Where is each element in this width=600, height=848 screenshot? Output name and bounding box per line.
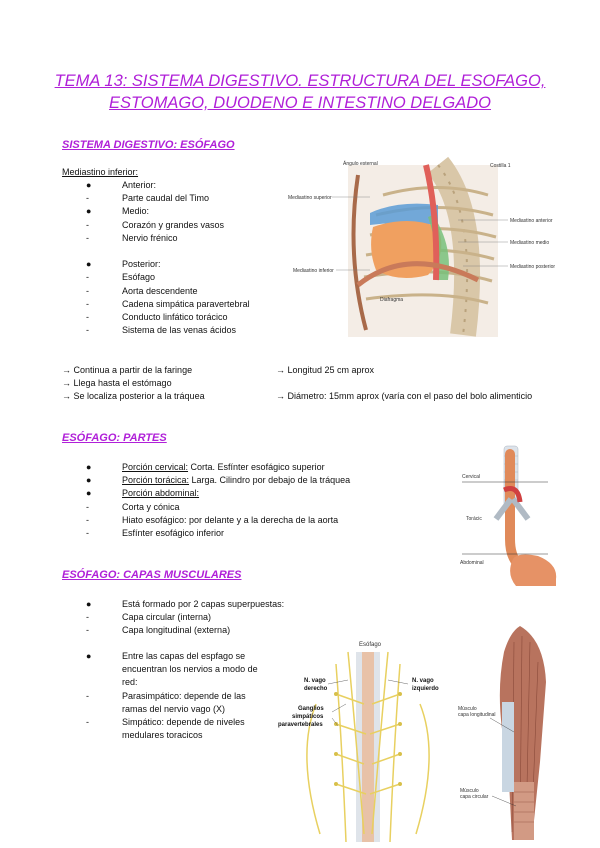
label-gang-3: paravertebrales — [278, 722, 323, 728]
label-angulo: Ángulo esternal — [343, 161, 378, 167]
section-heading-esofago: SISTEMA DIGESTIVO: ESÓFAGO — [62, 139, 235, 151]
title-line-1: TEMA 13: SISTEMA DIGESTIVO. ESTRUCTURA DEL ESOFAGO, — [54, 72, 546, 90]
list-item-text: Nervio frénico — [122, 232, 178, 243]
bullet: ● — [86, 488, 92, 499]
section-heading-capas: ESÓFAGO: CAPAS MUSCULARES — [62, 569, 242, 581]
label-vago-der-2: derecho — [304, 686, 328, 692]
bullet: - — [86, 716, 89, 727]
bullet: - — [86, 514, 89, 525]
label-vago-der-1: N. vago — [304, 678, 326, 684]
list-item-text: Corazón y grandes vasos — [122, 219, 225, 230]
label-gang-2: simpáticos — [292, 714, 324, 720]
list-item-text: Esófago — [122, 272, 156, 283]
bullet: - — [86, 285, 89, 296]
fact-right-1: → Longitud 25 cm aprox — [276, 365, 375, 375]
list-item-desc: Corta. Esfínter esofágico superior — [188, 462, 325, 472]
section-heading-partes: ESÓFAGO: PARTES — [62, 432, 167, 444]
label-vago-izq-2: izquierdo — [412, 686, 439, 692]
label-circ-2: capa circular — [460, 794, 489, 800]
mediastino-subheading: Mediastino inferior: — [62, 167, 139, 177]
label-circ-1: Músculo — [460, 788, 479, 794]
label-sup: Mediastino superior — [288, 195, 332, 201]
facts-right — [276, 364, 532, 404]
bullet: ● — [86, 259, 92, 270]
bullet: ● — [86, 475, 92, 486]
bullet: - — [86, 690, 89, 701]
label-long-2: capa longitudinal — [458, 712, 496, 718]
label-gang-1: Ganglios — [298, 706, 324, 712]
list-item-text: Cadena simpática paravertebral — [122, 298, 250, 309]
label-anterior: Mediastino anterior — [510, 218, 553, 224]
title-line-2: ESTOMAGO, DUODENO E INTESTINO DELGADO — [109, 94, 491, 112]
esophagus-parts-figure — [458, 444, 558, 586]
nerves-figure — [276, 634, 452, 844]
bullet: - — [86, 325, 89, 336]
list-item-text — [122, 461, 325, 474]
list-item-desc: Hiato esofágico: por delante y a la derecha de la aorta — [122, 514, 339, 525]
page-title — [40, 70, 560, 114]
list-item-text — [122, 501, 180, 514]
list-item-text — [122, 474, 350, 487]
list-item-desc: Corta y cónica — [122, 501, 180, 512]
bullet: - — [86, 272, 89, 283]
bullet: ● — [86, 599, 92, 609]
list-item-desc: Larga. Cilindro por debajo de la tráquea — [189, 475, 351, 486]
list-item-desc: Esfínter esofágico inferior — [122, 527, 225, 538]
label-esofago: Esófago — [359, 642, 382, 648]
list-item-text: Parte caudal del Timo — [122, 193, 210, 204]
bullet: ● — [86, 206, 92, 217]
fact-right-2 — [276, 377, 532, 390]
label-costilla: Costilla 1 — [490, 163, 511, 169]
list-item-label: Porción torácica: — [122, 475, 190, 486]
bullet: - — [86, 527, 89, 538]
fact-right-3: → Diámetro: 15mm aprox (varía con el paso del bolo alimenticio — [276, 391, 533, 402]
facts-left — [62, 364, 205, 404]
list-item-text: Parasimpático: depende de las — [122, 690, 246, 701]
list-item-text — [122, 527, 224, 540]
label-medio: Mediastino medio — [510, 240, 550, 246]
label-abdominal: Abdominal — [460, 560, 484, 566]
list-item-text: Está formado por 2 capas superpuestas: — [122, 599, 285, 609]
label-diafragma: Diafragma — [380, 297, 404, 303]
label-cervical: Cervical — [462, 474, 481, 480]
mediastinum-figure — [288, 155, 576, 340]
bullet: ● — [86, 651, 92, 661]
list-item-text: Posterior: — [122, 259, 161, 270]
list-item-label: Porción abdominal: — [122, 488, 200, 499]
bullet: - — [86, 612, 89, 623]
list-item-text: Anterior: — [122, 180, 157, 190]
list-item-text: Capa longitudinal (externa) — [122, 625, 231, 636]
list-item-text: Entre las capas del espfago se — [122, 651, 246, 661]
list-item-text: ramas del nervio vago (X) — [122, 703, 226, 714]
list-item-text: medulares toracicos — [122, 730, 203, 741]
fact-left-1: → Continua a partir de la faringe — [62, 365, 193, 375]
bullet: - — [86, 625, 89, 636]
label-vago-izq-1: N. vago — [412, 678, 434, 684]
muscle-layers-figure — [458, 622, 562, 844]
bullet: ● — [86, 180, 92, 190]
fact-left-3: → Se localiza posterior a la tráquea — [62, 391, 205, 402]
label-posterior: Mediastino posterior — [510, 264, 556, 270]
list-item-text: Conducto linfático torácico — [122, 311, 228, 322]
fact-left-2: → Llega hasta el estómago — [62, 378, 172, 389]
list-item-text: red: — [122, 677, 138, 688]
list-item-text: Capa circular (interna) — [122, 612, 212, 623]
label-long-1: Músculo — [458, 706, 477, 712]
label-inf: Mediastino inferior — [293, 268, 334, 274]
bullet: - — [86, 193, 89, 204]
list-item-label: Porción cervical: — [122, 462, 189, 472]
bullet: - — [86, 232, 89, 243]
bullet: - — [86, 219, 89, 230]
list-item-text: Sistema de las venas ácidos — [122, 325, 237, 336]
list-item-text — [122, 514, 338, 527]
label-toracic: Torácic — [466, 516, 482, 522]
list-item-text: encuentran los nervios a modo de — [122, 664, 258, 675]
list-item-text: Aorta descendente — [122, 285, 198, 296]
list-item-text — [122, 487, 199, 500]
bullet: ● — [86, 462, 92, 472]
bullet: - — [86, 298, 89, 309]
list-item-text: Medio: — [122, 206, 150, 217]
bullet: - — [86, 311, 89, 322]
list-item-text: Simpático: depende de niveles — [122, 716, 245, 727]
bullet: - — [86, 501, 89, 512]
